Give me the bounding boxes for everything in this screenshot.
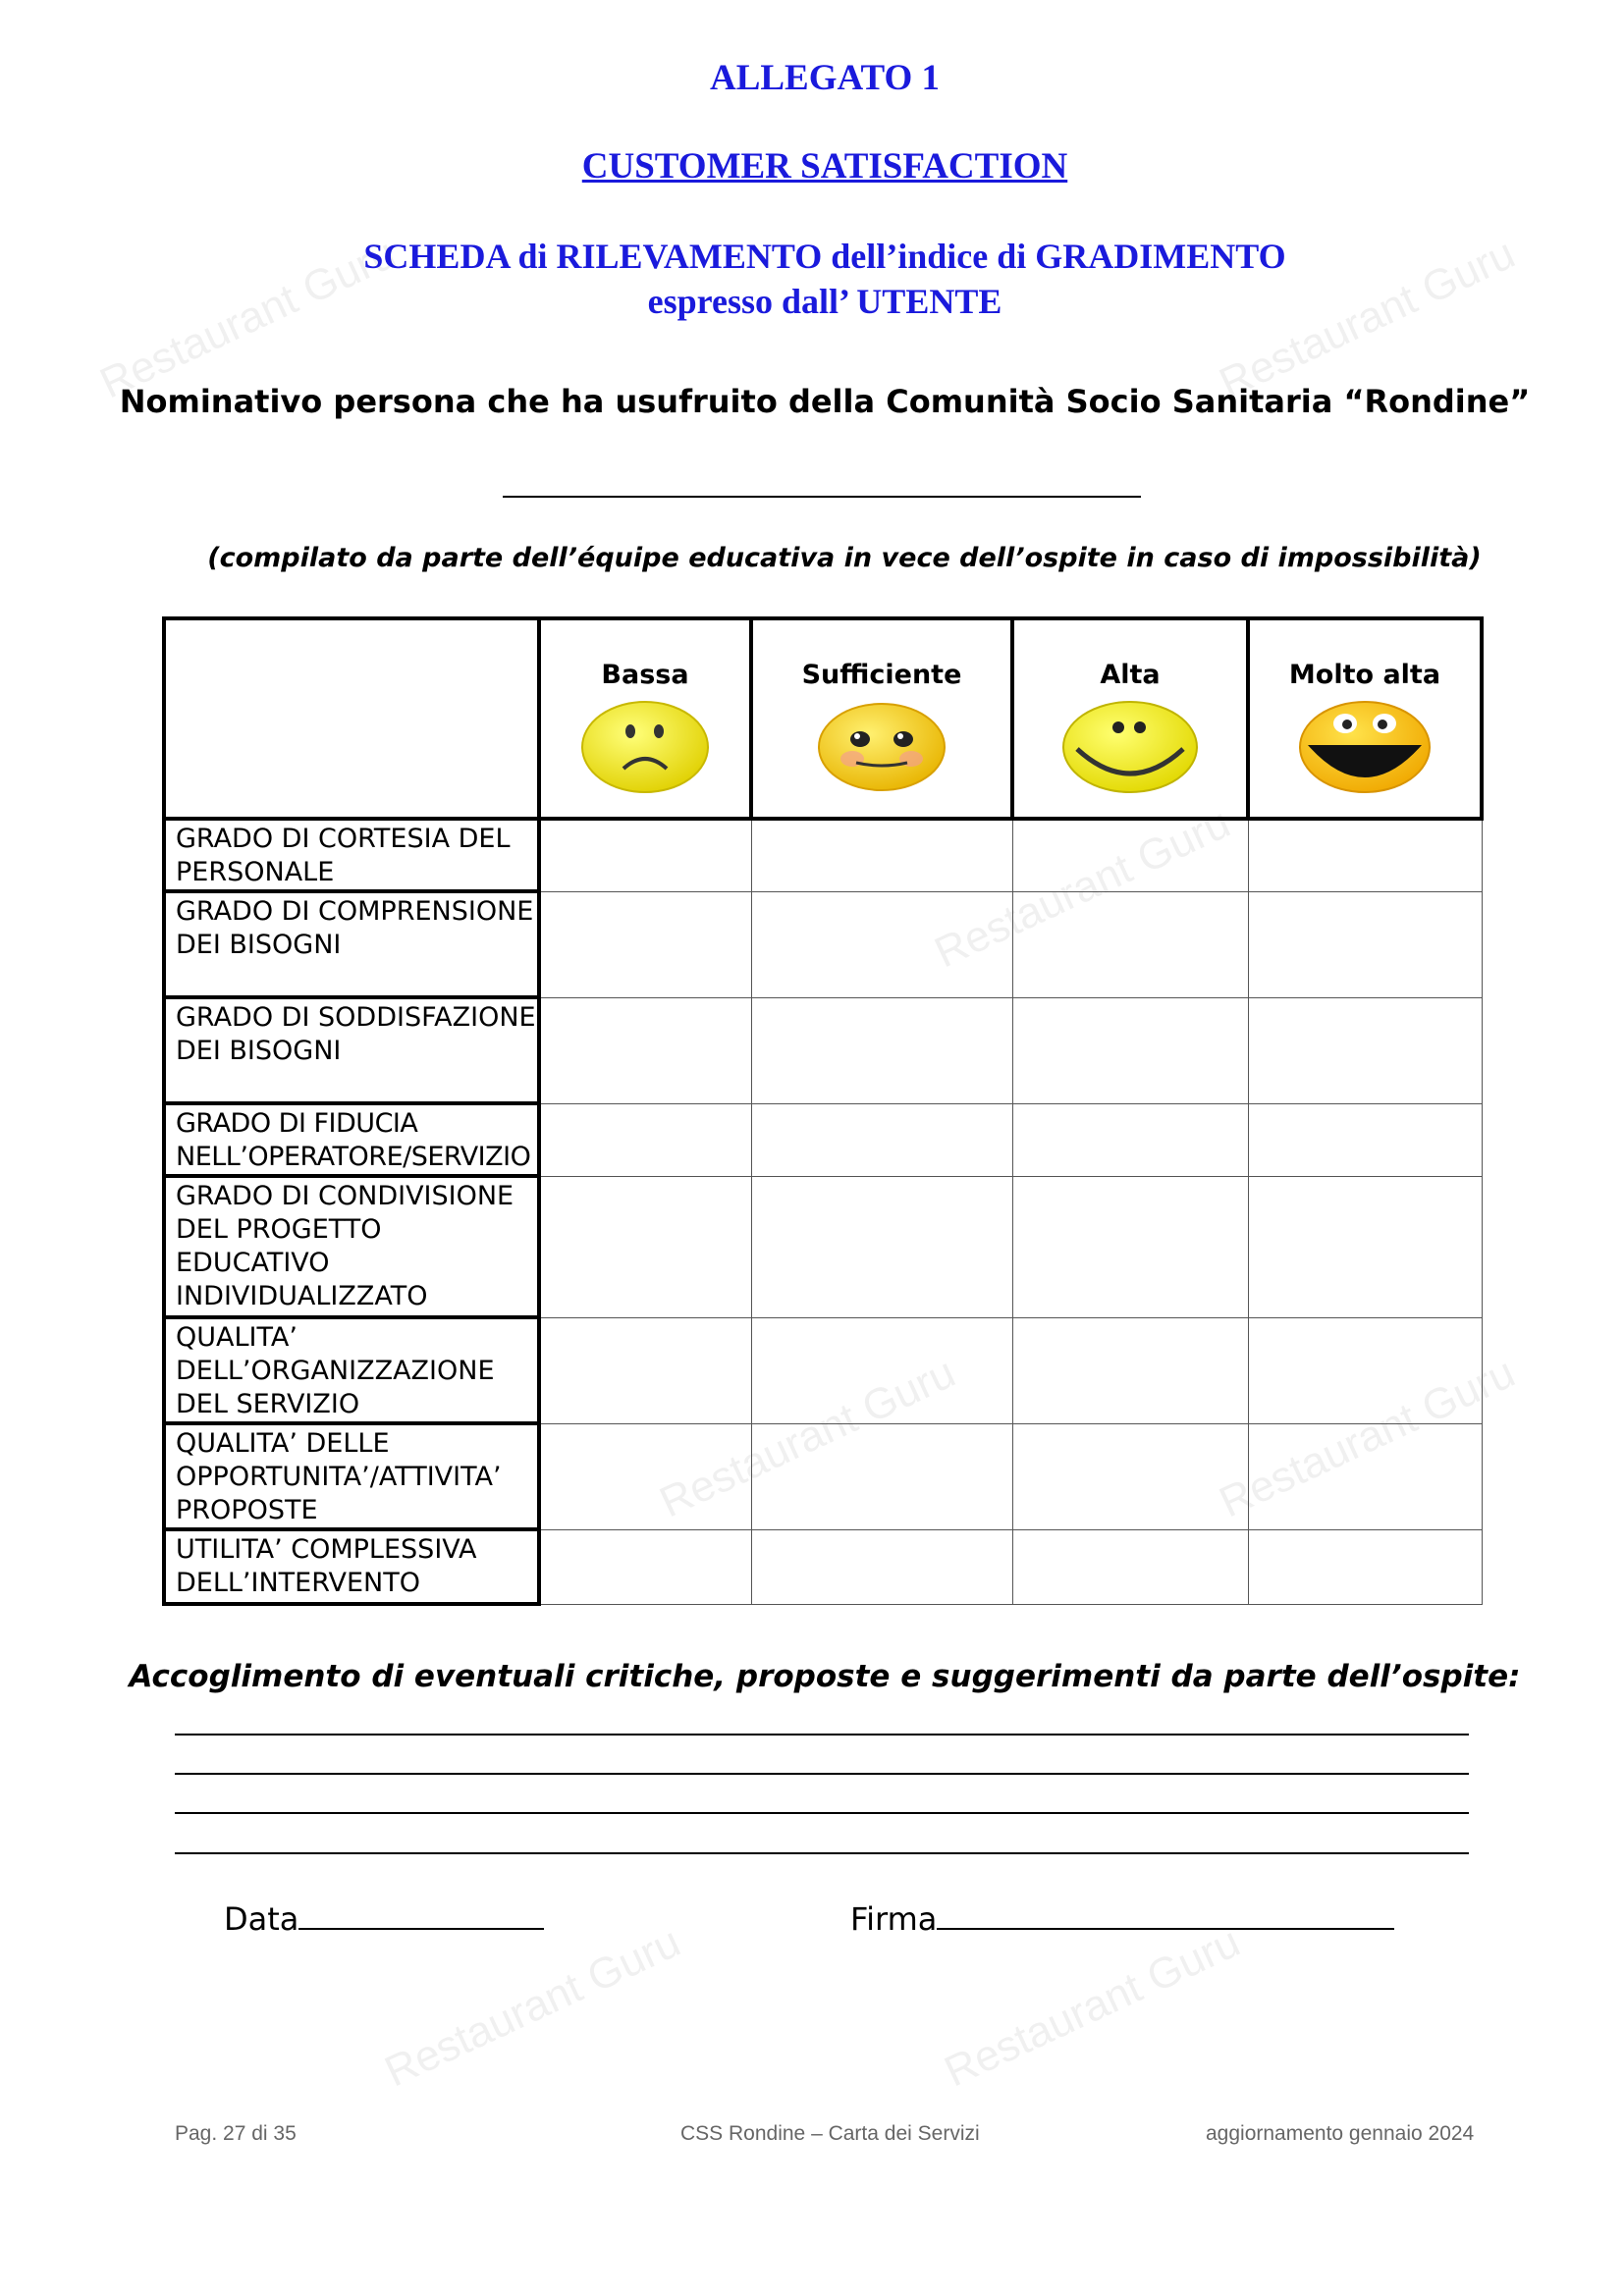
table-row [164,1529,1482,1604]
comment-line[interactable] [175,1812,1469,1814]
rating-cell[interactable] [539,1103,751,1176]
rating-cell[interactable] [1248,1317,1482,1423]
comment-line[interactable] [175,1852,1469,1854]
nominativo-label: Nominativo persona che ha usufruito della Comunità Socio Sanitaria “Rondine” [119,383,1531,420]
row-label: GRADO DI SODDISFAZIONE DEI BISOGNI [164,997,539,1103]
date-label: Data [224,1900,299,1938]
rating-cell[interactable] [1248,891,1482,997]
table-row [164,1103,1482,1176]
rating-cell[interactable] [1012,891,1248,997]
row-label: GRADO DI COMPRENSIONE DEI BISOGNI [164,891,539,997]
laughing-face-icon [1298,700,1432,794]
table-corner [164,618,539,819]
rating-cell[interactable] [539,997,751,1103]
sad-face-icon [580,700,710,794]
watermark: Restaurant Guru [1212,1348,1523,1527]
column-label: Sufficiente [801,660,962,690]
signature-line[interactable] [937,1898,1394,1930]
column-label: Alta [1100,660,1161,690]
rating-cell[interactable] [751,1103,1012,1176]
rating-cell[interactable] [751,1529,1012,1604]
date-field[interactable] [224,1898,544,1938]
comment-line[interactable] [175,1734,1469,1735]
rating-cell[interactable] [1248,997,1482,1103]
rating-cell[interactable] [1012,997,1248,1103]
table-row [164,819,1482,891]
column-label: Molto alta [1288,660,1441,690]
watermark: Restaurant Guru [377,1917,688,2097]
rating-cell[interactable] [1248,1423,1482,1529]
column-molto-alta [1248,618,1482,819]
scheda-line-2: espresso dall’ UTENTE [647,282,1002,321]
rating-cell[interactable] [539,1423,751,1529]
rating-cell[interactable] [539,891,751,997]
critiche-label: Accoglimento di eventuali critiche, proposte e suggerimenti da parte dell’ospite: [129,1659,1521,1694]
rating-cell[interactable] [1248,1529,1482,1604]
scheda-title [0,234,1624,324]
scheda-line-1: SCHEDA di RILEVAMENTO dell’indice di GRADIMENTO [363,237,1286,276]
table-row [164,997,1482,1103]
row-label: GRADO DI FIDUCIA NELL’OPERATORE/SERVIZIO [164,1103,539,1176]
compilato-note: (compilato da parte dell’équipe educativa in vece dell’ospite in caso di impossibilità) [207,543,1482,573]
satisfaction-table [162,616,1484,1606]
watermark: Restaurant Guru [937,1917,1248,2097]
footer-document-title: CSS Rondine – Carta dei Servizi [680,2122,980,2145]
watermark: Restaurant Guru [1212,229,1523,408]
table-row [164,1317,1482,1423]
table-row [164,1423,1482,1529]
rating-cell[interactable] [1012,1529,1248,1604]
rating-cell[interactable] [1248,819,1482,891]
footer-update: aggiornamento gennaio 2024 [1206,2122,1475,2145]
neutral-face-icon [817,700,947,794]
rating-cell[interactable] [751,1176,1012,1317]
rating-cell[interactable] [1012,1317,1248,1423]
row-label: QUALITA’ DELL’ORGANIZZAZIONE DEL SERVIZIO [164,1317,539,1423]
rating-cell[interactable] [751,1317,1012,1423]
rating-cell[interactable] [751,891,1012,997]
row-label: GRADO DI CONDIVISIONE DEL PROGETTO EDUCATIVO INDIVIDUALIZZATO [164,1176,539,1317]
footer-page-number: Pag. 27 di 35 [175,2122,297,2145]
nominativo-input-line[interactable] [503,496,1141,498]
rating-cell[interactable] [751,819,1012,891]
row-label: UTILITA’ COMPLESSIVA DELL’INTERVENTO [164,1529,539,1604]
rating-cell[interactable] [1012,1176,1248,1317]
rating-cell[interactable] [539,1176,751,1317]
watermark: Restaurant Guru [927,798,1238,978]
rating-cell[interactable] [539,1529,751,1604]
column-bassa [539,618,751,819]
watermark: Restaurant Guru [652,1348,963,1527]
rating-cell[interactable] [1012,819,1248,891]
rating-cell[interactable] [539,1317,751,1423]
customer-satisfaction-title: CUSTOMER SATISFACTION [581,146,1068,187]
rating-cell[interactable] [751,1423,1012,1529]
signature-label: Firma [850,1900,938,1938]
column-label: Bassa [601,660,689,690]
watermark: Restaurant Guru [92,229,404,408]
rating-cell[interactable] [1248,1103,1482,1176]
table-row [164,891,1482,997]
row-label: GRADO DI CORTESIA DEL PERSONALE [164,819,539,891]
date-line[interactable] [298,1898,544,1930]
rating-cell[interactable] [539,819,751,891]
column-alta [1012,618,1248,819]
column-sufficiente [751,618,1012,819]
rating-cell[interactable] [1012,1103,1248,1176]
table-row [164,1176,1482,1317]
rating-cell[interactable] [1248,1176,1482,1317]
smile-face-icon [1061,700,1199,794]
allegato-title: ALLEGATO 1 [709,58,941,98]
table-header-row [164,618,1482,819]
rating-cell[interactable] [751,997,1012,1103]
signature-field[interactable] [850,1898,1394,1938]
row-label: QUALITA’ DELLE OPPORTUNITA’/ATTIVITA’ PROPOSTE [164,1423,539,1529]
rating-cell[interactable] [1012,1423,1248,1529]
comment-line[interactable] [175,1773,1469,1775]
